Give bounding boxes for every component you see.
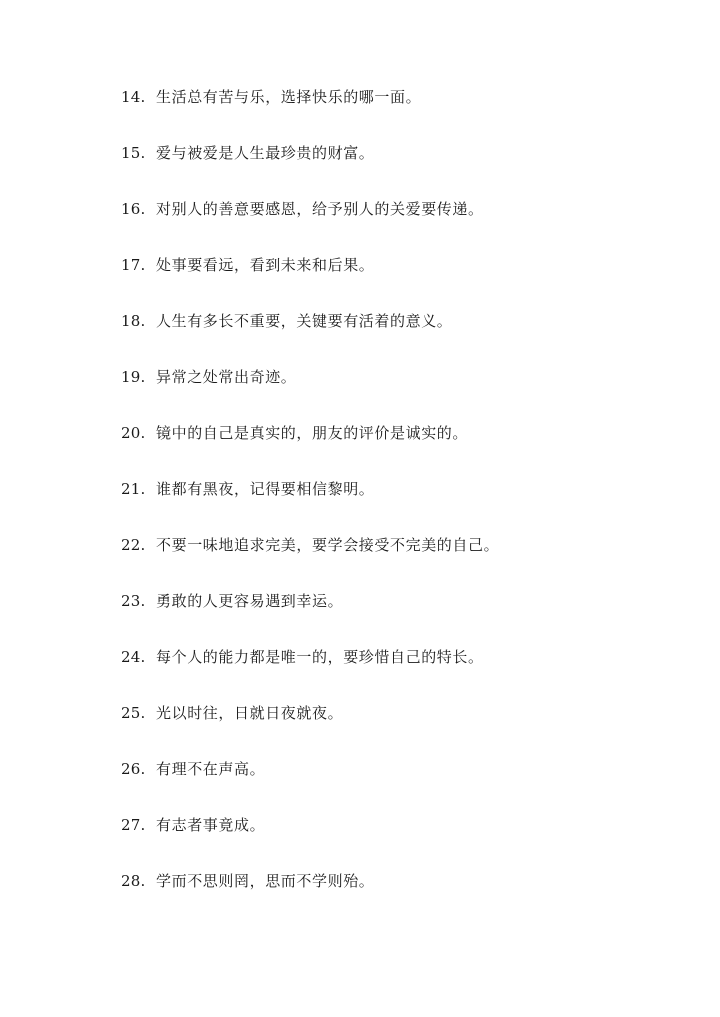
item-number: 15. <box>121 144 146 162</box>
item-number: 23. <box>121 592 146 610</box>
item-text: 每个人的能力都是唯一的，要珍惜自己的特长。 <box>156 648 484 666</box>
list-item <box>121 870 499 926</box>
item-text: 不要一味地追求完美，要学会接受不完美的自己。 <box>156 536 500 554</box>
item-text: 生活总有苦与乐，选择快乐的哪一面。 <box>156 88 422 106</box>
item-number: 16. <box>121 200 146 218</box>
item-number: 17. <box>121 256 146 274</box>
list-item <box>121 646 499 702</box>
list-item <box>121 422 499 478</box>
item-number: 20. <box>121 424 146 442</box>
item-number: 22. <box>121 536 146 554</box>
item-number: 18. <box>121 312 146 330</box>
item-text: 处事要看远，看到未来和后果。 <box>156 256 375 274</box>
list-item <box>121 254 499 310</box>
list-item <box>121 198 499 254</box>
list-item <box>121 86 499 142</box>
item-text: 谁都有黑夜，记得要相信黎明。 <box>156 480 375 498</box>
item-text: 爱与被爱是人生最珍贵的财富。 <box>156 144 375 162</box>
item-text: 光以时往，日就日夜就夜。 <box>156 704 344 722</box>
item-number: 25. <box>121 704 146 722</box>
list-item <box>121 366 499 422</box>
quote-list <box>121 86 499 926</box>
list-item <box>121 590 499 646</box>
list-item <box>121 758 499 814</box>
item-number: 28. <box>121 872 146 890</box>
item-number: 27. <box>121 816 146 834</box>
list-item <box>121 142 499 198</box>
item-text: 有理不在声高。 <box>156 760 266 778</box>
item-text: 有志者事竟成。 <box>156 816 266 834</box>
item-text: 学而不思则罔，思而不学则殆。 <box>156 872 375 890</box>
list-item <box>121 702 499 758</box>
list-item <box>121 534 499 590</box>
item-number: 24. <box>121 648 146 666</box>
list-item <box>121 814 499 870</box>
list-item <box>121 310 499 366</box>
item-text: 镜中的自己是真实的，朋友的评价是诚实的。 <box>156 424 469 442</box>
item-text: 勇敢的人更容易遇到幸运。 <box>156 592 344 610</box>
item-number: 19. <box>121 368 146 386</box>
item-text: 人生有多长不重要，关键要有活着的意义。 <box>156 312 453 330</box>
list-item <box>121 478 499 534</box>
item-number: 21. <box>121 480 146 498</box>
item-text: 异常之处常出奇迹。 <box>156 368 297 386</box>
item-text: 对别人的善意要感恩，给予别人的关爱要传递。 <box>156 200 484 218</box>
item-number: 26. <box>121 760 146 778</box>
item-number: 14. <box>121 88 146 106</box>
